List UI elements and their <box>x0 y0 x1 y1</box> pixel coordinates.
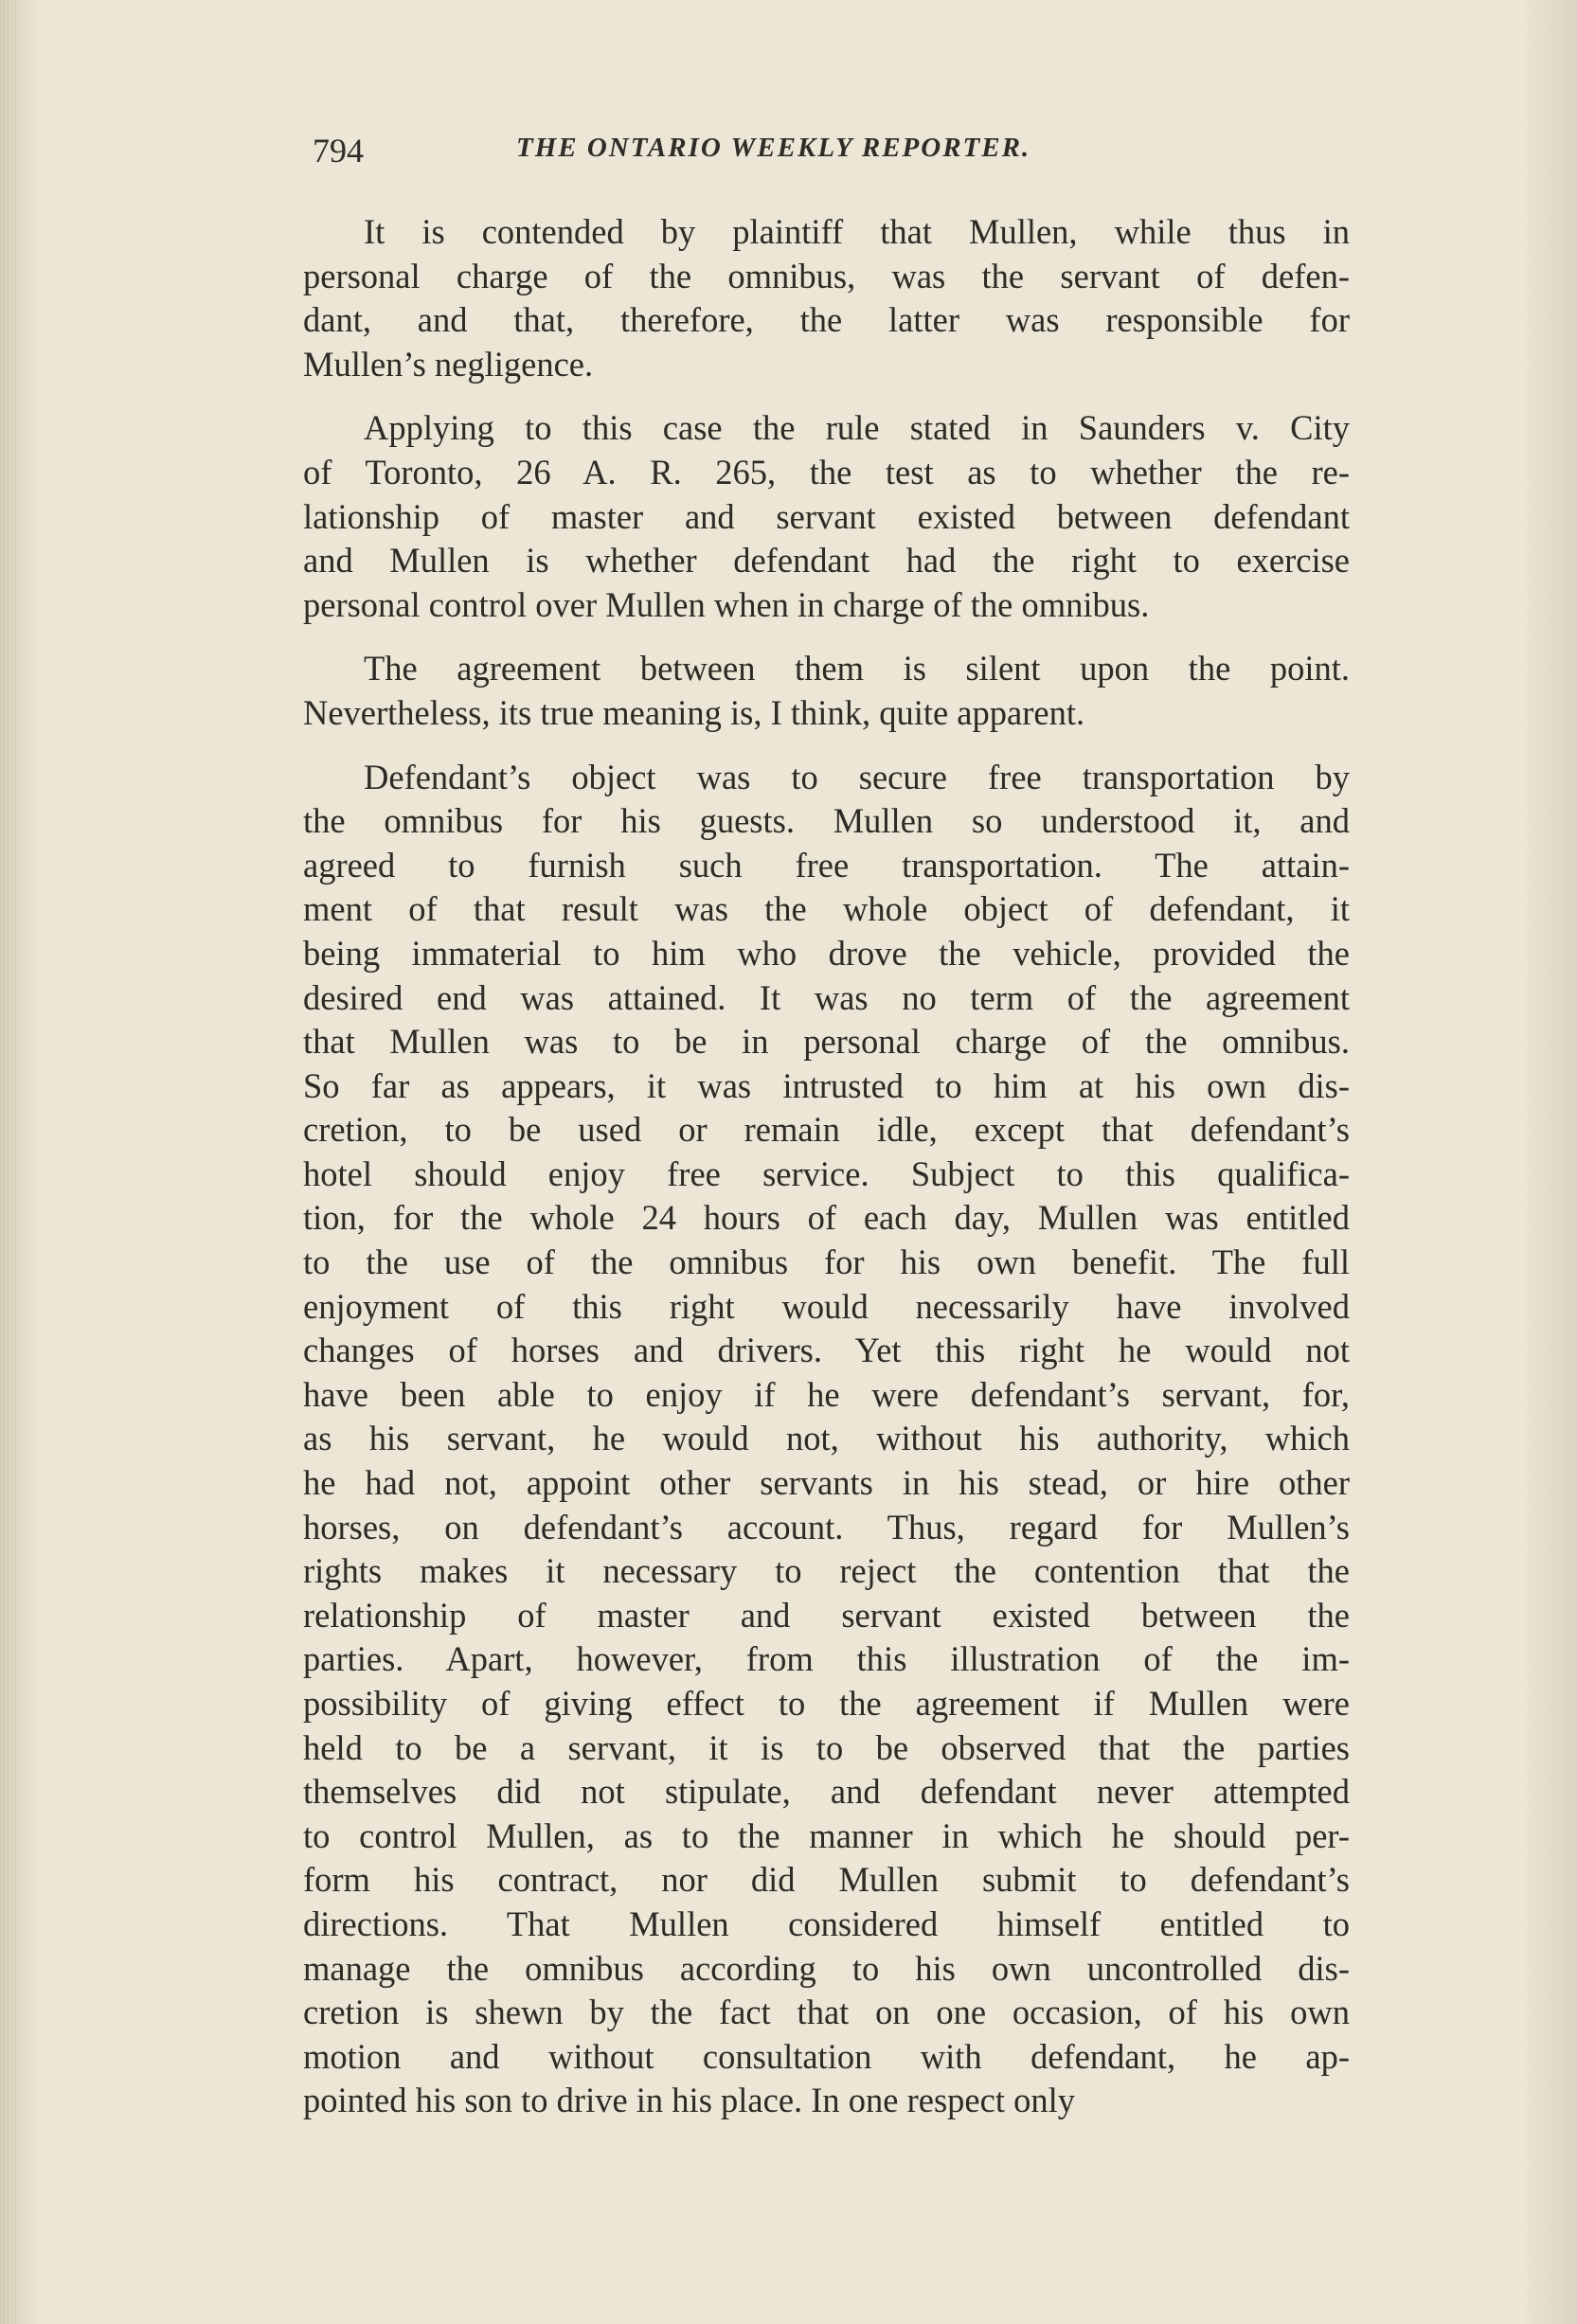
text-line: being immaterial to him who drove the vehicle, provided the <box>303 933 1350 973</box>
binding-edge <box>0 0 17 2324</box>
paragraph <box>303 210 1350 386</box>
text-line: and Mullen is whether defendant had the right to exercise <box>303 541 1350 581</box>
text-line: have been able to enjoy if he were defendant’s servant, for, <box>303 1374 1350 1414</box>
running-title: THE ONTARIO WEEKLY REPORTER. <box>516 133 1031 163</box>
text-line: possibility of giving effect to the agreement if Mullen were <box>303 1684 1350 1723</box>
text-line: dant, and that, therefore, the latter was responsible for <box>303 300 1350 340</box>
text-line: It is contended by plaintiff that Mullen, while thus in <box>364 212 1350 251</box>
text-line: that Mullen was to be in personal charge of the omnibus. <box>303 1022 1350 1062</box>
running-header <box>303 131 1354 174</box>
body-text <box>303 210 1350 2143</box>
text-line: held to be a servant, it is to be observed that the parties <box>303 1727 1350 1767</box>
text-line: ment of that result was the whole object of defendant, it <box>303 889 1350 929</box>
text-line: personal control over Mullen when in charge of the omnibus. <box>303 584 1150 624</box>
text-line: to the use of the omnibus for his own benefit. The full <box>303 1242 1350 1282</box>
text-line: Applying to this case the rule stated in Saunders v. City <box>364 408 1350 448</box>
text-line: tion, for the whole 24 hours of each day, Mullen was entitled <box>303 1198 1350 1238</box>
text-line: enjoyment of this right would necessarily have involved <box>303 1286 1350 1326</box>
text-line: Mullen’s negligence. <box>303 344 594 384</box>
text-line: hotel should enjoy free service. Subject to this qualifica- <box>303 1153 1350 1193</box>
text-line: cretion is shewn by the fact that on one occasion, of his own <box>303 1993 1350 2032</box>
paragraph <box>303 647 1350 735</box>
text-line: form his contract, nor did Mullen submit to defendant’s <box>303 1860 1350 1900</box>
text-line: lationship of master and servant existed between defendant <box>303 496 1350 536</box>
paragraph <box>303 406 1350 627</box>
text-line: desired end was attained. It was no term of the agreement <box>303 977 1350 1017</box>
text-line: directions. That Mullen considered himself entitled to <box>303 1904 1350 1943</box>
text-line: pointed his son to drive in his place. In one respect only <box>303 2081 1075 2120</box>
text-line: agreed to furnish such free transportation. The attain- <box>303 845 1350 885</box>
paragraph <box>303 756 1350 2123</box>
text-line: Defendant’s object was to secure free transportation by <box>364 757 1350 796</box>
text-line: the omnibus for his guests. Mullen so understood it, and <box>303 801 1350 841</box>
text-line: Nevertheless, its true meaning is, I think, quite apparent. <box>303 692 1085 732</box>
text-line: rights makes it necessary to reject the contention that the <box>303 1551 1350 1591</box>
text-line: cretion, to be used or remain idle, except that defendant’s <box>303 1110 1350 1150</box>
page-number: 794 <box>313 132 364 170</box>
text-line: themselves did not stipulate, and defendant never attempted <box>303 1772 1350 1812</box>
text-line: horses, on defendant’s account. Thus, regard for Mullen’s <box>303 1507 1350 1546</box>
text-line: manage the omnibus according to his own uncontrolled dis- <box>303 1948 1350 1988</box>
text-line: motion and without consultation with defendant, he ap- <box>303 2036 1350 2076</box>
text-line: as his servant, he would not, without his authority, which <box>303 1419 1350 1458</box>
text-line: parties. Apart, however, from this illustration of the im- <box>303 1639 1350 1679</box>
text-line: relationship of master and servant existed between the <box>303 1595 1350 1635</box>
text-line: he had not, appoint other servants in his stead, or hire other <box>303 1463 1350 1503</box>
text-line: The agreement between them is silent upon the point. <box>364 649 1350 688</box>
text-line: So far as appears, it was intrusted to him at his own dis- <box>303 1065 1350 1105</box>
text-line: personal charge of the omnibus, was the servant of defen- <box>303 256 1350 295</box>
text-line: changes of horses and drivers. Yet this right he would not <box>303 1331 1350 1370</box>
text-line: to control Mullen, as to the manner in which he should per- <box>303 1815 1350 1855</box>
text-line: of Toronto, 26 A. R. 265, the test as to whether the re- <box>303 452 1350 492</box>
